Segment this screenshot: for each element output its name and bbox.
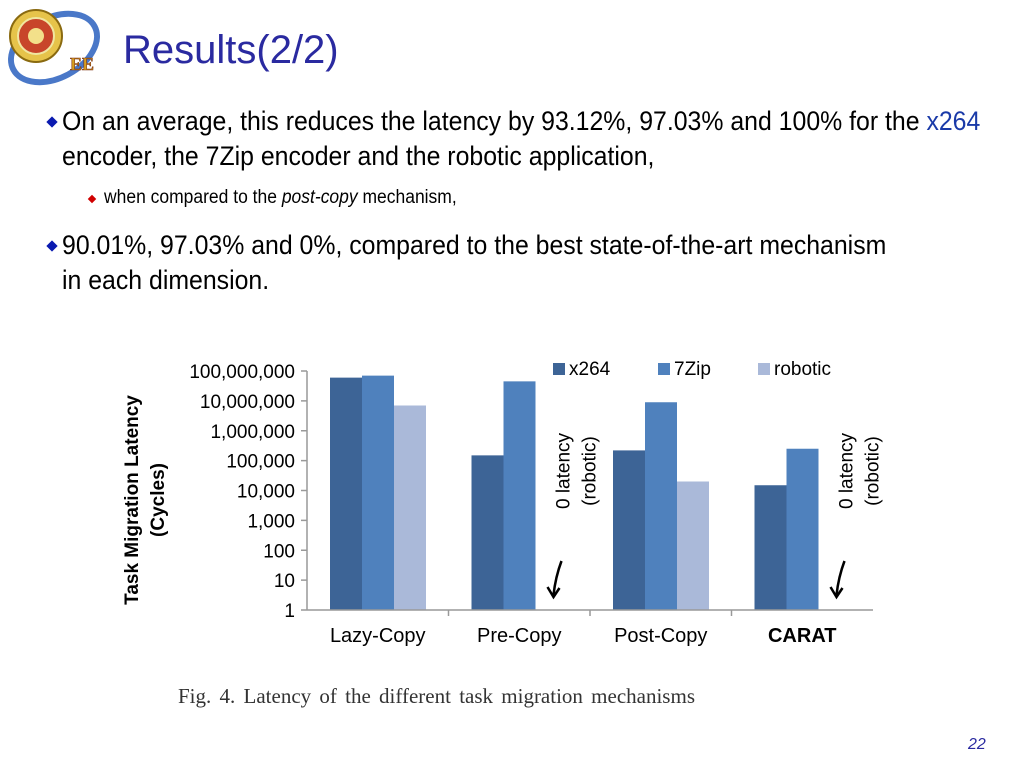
- bar-x264-Post-Copy: [613, 450, 645, 610]
- bullet-1-text-a: On an average, this reduces the latency by 93.12%, 97.03% and 100% for the: [62, 106, 927, 136]
- x-axis-labels: [330, 610, 837, 647]
- legend: [553, 359, 831, 380]
- legend-swatch-x264: [553, 363, 565, 375]
- y-tick-label: 100: [263, 541, 295, 563]
- annotation-line1: 0 latency: [836, 432, 858, 510]
- sub-bullet-text-a: when compared to the: [104, 187, 282, 208]
- bar-x264-Lazy-Copy: [330, 378, 362, 610]
- y-axis-ticks: [189, 362, 307, 622]
- x-tick-label: Pre-Copy: [477, 625, 562, 647]
- legend-swatch-robotic: [758, 363, 770, 375]
- x-tick-label: CARAT: [767, 625, 837, 647]
- page-number: 22: [968, 736, 986, 753]
- annotations: [548, 432, 884, 597]
- slide-title: Results(2/2): [123, 28, 339, 72]
- y-tick-label: 100,000,000: [189, 362, 295, 383]
- bullet-2: 90.01%, 97.03% and 0%, compared to the best state-of-the-art mechanism in each dimension.: [62, 230, 887, 295]
- zero-latency-annotation: [837, 432, 884, 509]
- bullet-1-text-b: encoder, the 7Zip encoder and the robotic application,: [62, 141, 655, 171]
- sub-bullet-text-b: mechanism,: [357, 187, 457, 208]
- legend-label-7Zip: 7Zip: [674, 359, 711, 380]
- logo-seal-center: [28, 28, 44, 44]
- y-tick-label: 10,000: [236, 481, 295, 503]
- x-tick-label: Post-Copy: [614, 625, 708, 647]
- bullet-1-highlight: x264: [926, 106, 981, 136]
- y-tick-label: 1,000,000: [210, 421, 295, 443]
- figure-caption: Fig. 4. Latency of the different task migration mechanisms: [178, 684, 695, 708]
- legend-label-robotic: robotic: [774, 359, 832, 380]
- sub-bullet-diamond-icon: [88, 195, 96, 203]
- sub-bullet: [104, 186, 748, 210]
- annotation-line2: (robotic): [579, 436, 601, 506]
- university-logo: [4, 4, 104, 86]
- bullet-1: [62, 104, 991, 174]
- bullet-diamond-icon: [46, 240, 57, 251]
- bar-7Zip-Lazy-Copy: [362, 376, 394, 610]
- x-tick-label: Lazy-Copy: [329, 625, 426, 647]
- zero-latency-annotation: [554, 432, 601, 509]
- annotation-line2: (robotic): [862, 436, 884, 506]
- legend-label-x264: x264: [569, 359, 611, 380]
- latency-bar-chart: [110, 345, 890, 655]
- y-tick-label: 1: [284, 601, 295, 622]
- legend-swatch-7Zip: [658, 363, 670, 375]
- y-axis-label-line2: (Cycles): [148, 463, 169, 537]
- y-tick-label: 100,000: [226, 451, 295, 473]
- sub-bullet-italic: post-copy: [281, 187, 358, 208]
- y-tick-label: 10,000,000: [199, 391, 295, 413]
- logo-ee-text: EE: [70, 54, 95, 74]
- bar-robotic-Lazy-Copy: [394, 406, 426, 610]
- y-axis-label: [122, 395, 169, 605]
- bar-robotic-Post-Copy: [677, 482, 709, 610]
- bar-7Zip-CARAT: [787, 449, 819, 610]
- bar-x264-Pre-Copy: [472, 455, 504, 610]
- y-tick-label: 1,000: [247, 511, 295, 533]
- bullet-diamond-icon: [46, 116, 57, 127]
- bar-7Zip-Pre-Copy: [504, 381, 536, 610]
- annotation-line1: 0 latency: [553, 432, 575, 510]
- bar-7Zip-Post-Copy: [645, 402, 677, 610]
- y-axis-label-line1: Task Migration Latency: [122, 395, 143, 605]
- bar-x264-CARAT: [755, 485, 787, 610]
- y-tick-label: 10: [273, 571, 295, 593]
